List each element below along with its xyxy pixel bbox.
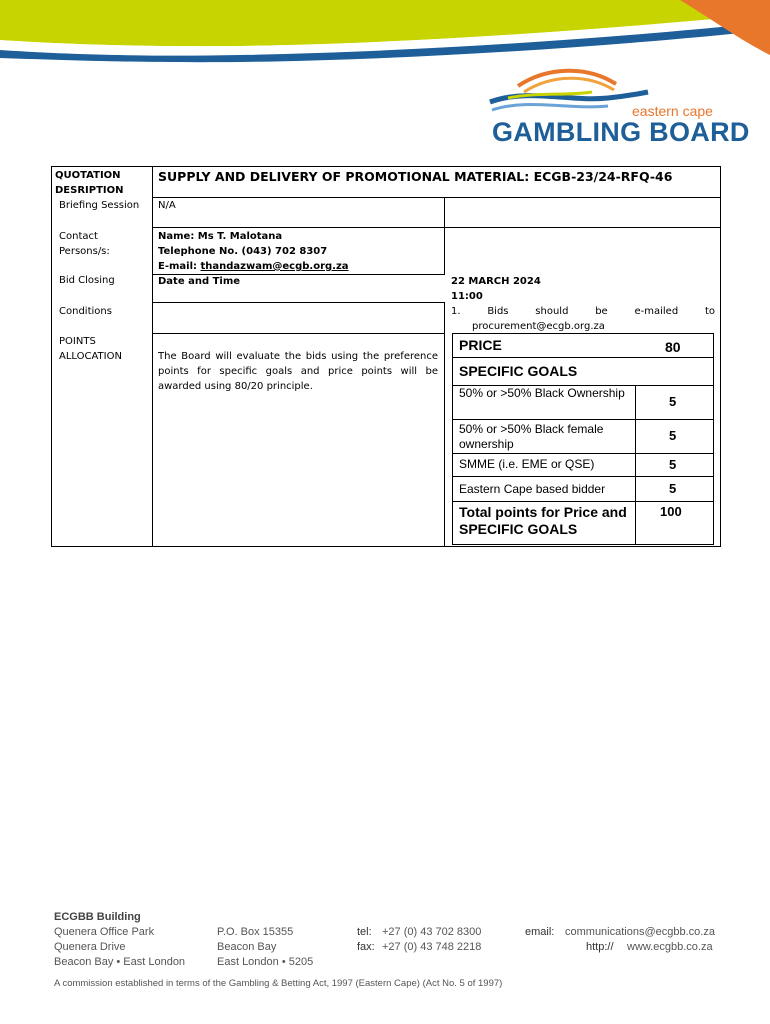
footer-address-line: Quenera Office Park	[54, 926, 155, 938]
conditions-item: 1. Bids should be e-mailed to	[451, 306, 715, 317]
goal-row-value: 5	[669, 457, 677, 472]
bid-closing-value: Date and Time	[158, 276, 241, 287]
footer-commission: A commission established in terms of the Gambling & Betting Act, 1997 (Eastern Cape) (Act No. 5 of 1997)	[54, 978, 503, 989]
footer-address-line: Beacon Bay • East London	[54, 956, 186, 968]
footer-web-label: http://	[586, 941, 614, 953]
goal-row-value: 5	[669, 481, 677, 496]
specific-goals-label: SPECIFIC GOALS	[459, 363, 578, 379]
points-description: The Board will evaluate the bids using the preference points for specific goals and price points will be awarded using 80/20 principle.	[158, 351, 438, 392]
goal-row-label: 50% or >50% Black female ownership	[459, 422, 604, 451]
footer-email-link[interactable]: communications@ecgbb.co.za	[565, 926, 715, 938]
bid-closing-time: 11:00	[451, 291, 483, 302]
price-value: 80	[665, 339, 681, 355]
logo-subtitle: eastern cape	[632, 103, 713, 119]
footer-tel-value[interactable]: +27 (0) 43 702 8300	[382, 926, 482, 938]
briefing-session-value: N/A	[158, 200, 176, 211]
total-points-value: 100	[660, 504, 682, 519]
points-table	[452, 333, 714, 545]
goal-row-value: 5	[669, 394, 677, 409]
goal-row-label: Eastern Cape based bidder	[459, 482, 606, 496]
header-swoosh	[0, 0, 770, 70]
contact-email-row	[158, 259, 438, 274]
logo-title: GAMBLING BOARD	[492, 117, 750, 147]
footer-fax-label: fax:	[357, 941, 375, 953]
footer-building: ECGBB Building	[54, 911, 141, 923]
goal-row-value: 5	[669, 428, 677, 443]
contact-phone: Telephone No. (043) 702 8307	[158, 246, 328, 257]
goal-row-label: SMME (i.e. EME or QSE)	[459, 457, 595, 471]
footer-tel-label: tel:	[357, 926, 372, 938]
footer-web-link[interactable]: www.ecgbb.co.za	[627, 941, 713, 953]
footer-email-label: email:	[525, 926, 555, 938]
points-allocation-label: POINTS ALLOCATION	[59, 336, 122, 362]
quotation-description-label: QUOTATION DESRIPTION	[55, 170, 124, 196]
price-label: PRICE	[459, 337, 502, 353]
conditions-email[interactable]: procurement@ecgb.org.za	[472, 321, 605, 332]
contact-email-prefix: E-mail:	[158, 261, 201, 272]
contact-name: Name: Ms T. Malotana	[158, 231, 283, 242]
footer-fax-value: +27 (0) 43 748 2218	[382, 941, 482, 953]
briefing-session-label: Briefing Session	[59, 200, 140, 211]
footer-po-line: P.O. Box 15355	[217, 926, 294, 938]
bid-closing-label: Bid Closing	[59, 275, 115, 286]
goal-row-label: 50% or >50% Black Ownership	[459, 386, 625, 400]
contact-email-link[interactable]: thandazwam@ecgb.org.za	[200, 261, 349, 272]
footer-po-line: East London • 5205	[217, 956, 314, 968]
conditions-label: Conditions	[59, 306, 112, 317]
total-points-label: Total points for Price and SPECIFIC GOALS	[459, 504, 627, 537]
footer-po-line: Beacon Bay	[217, 941, 277, 953]
quotation-description-value: SUPPLY AND DELIVERY OF PROMOTIONAL MATERIAL: ECGB-23/24-RFQ-46	[158, 169, 673, 184]
bid-closing-date: 22 MARCH 2024	[451, 276, 541, 287]
quotation-table	[51, 166, 721, 547]
footer-address-line: Quenera Drive	[54, 941, 126, 953]
contact-persons-label: Contact Persons/s:	[59, 231, 110, 257]
